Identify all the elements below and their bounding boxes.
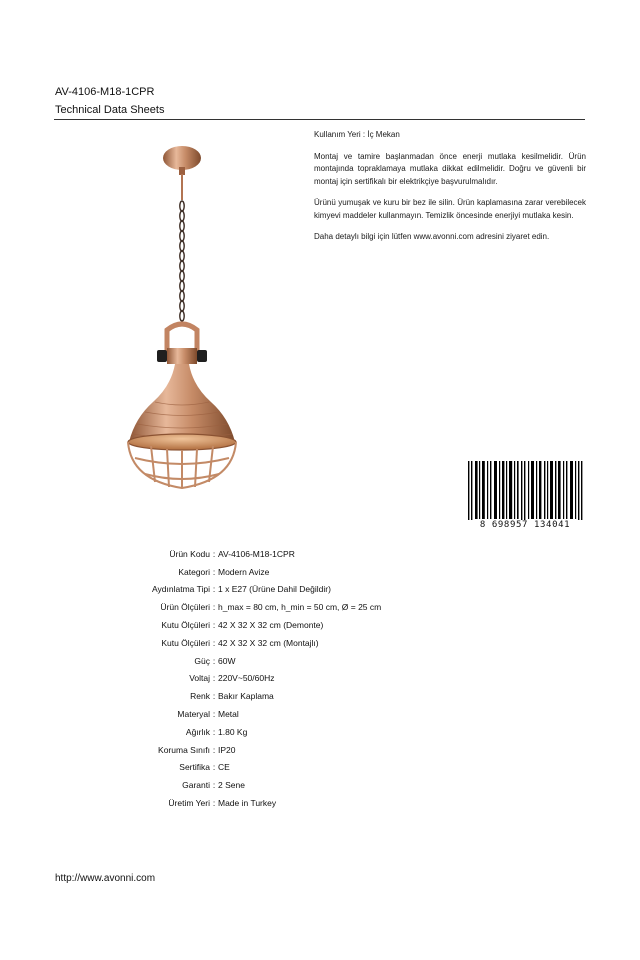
spec-row [80,741,500,759]
website-link[interactable]: http://www.avonni.com [55,873,156,884]
spec-row [80,670,500,688]
spec-separator: : [212,620,216,631]
spec-row [80,705,500,723]
spec-row [80,563,500,581]
spec-separator: : [212,691,216,702]
spec-value: IP20 [218,744,236,755]
spec-value: 1.80 Kg [218,726,248,737]
cleaning-instructions: Ürünü yumuşak ve kuru bir bez ile silin. Ürün kaplamasına zarar verebilecek kimyevi maddeler kullanmayın. Temizlik öncesinde enerjiyi mutlaka kesin. [314,198,586,220]
spec-value: 2 Sene [218,780,245,791]
product-image-pendant-lamp [115,140,245,500]
spec-value: 60W [218,655,236,666]
header-divider [54,119,585,120]
spec-separator: : [212,673,216,684]
spec-table [80,545,500,812]
spec-label: Aydınlatma Tipi [152,584,210,595]
website-info: Daha detaylı bilgi için lütfen www.avonni.com adresini ziyaret edin. [314,232,550,241]
spec-row [80,759,500,777]
spec-row [80,687,500,705]
spec-separator: : [212,655,216,666]
spec-separator: : [212,709,216,720]
spec-row [80,652,500,670]
usage-location: Kullanım Yeri : İç Mekan [314,130,400,139]
spec-label: Güç [194,655,210,666]
spec-label: Garanti [182,780,210,791]
spec-separator: : [212,637,216,648]
spec-value: Metal [218,709,239,720]
spec-label: Koruma Sınıfı [158,744,210,755]
installation-warning: Montaj ve tamire başlanmadan önce enerji mutlaka kesilmelidir. Ürün montajında topraklamaya mutlaka dikkat edilmelidir. Doğru ve güvenli bir montaj için sertifikalı bir elektrikçiye başvurulmalıdır. [314,151,586,186]
spec-row [80,723,500,741]
spec-value: Modern Avize [218,566,270,577]
barcode-number: 8 698957 134041 [466,520,584,530]
product-code-title: AV-4106-M18-1CPR [55,86,155,98]
spec-label: Kategori [178,566,210,577]
spec-separator: : [212,548,216,559]
spec-row [80,581,500,599]
spec-value: 1 x E27 (Ürüne Dahil Değildir) [218,584,331,595]
spec-value: Bakır Kaplama [218,691,274,702]
spec-separator: : [212,744,216,755]
spec-value: CE [218,762,230,773]
spec-label: Voltaj [189,673,210,684]
spec-row [80,598,500,616]
spec-row [80,616,500,634]
spec-separator: : [212,584,216,595]
spec-label: Kutu Ölçüleri [161,637,210,648]
spec-row [80,794,500,812]
spec-value: 42 X 32 X 32 cm (Montajlı) [218,637,319,648]
spec-label: Renk [190,691,210,702]
spec-value: 220V~50/60Hz [218,673,275,684]
spec-separator: : [212,566,216,577]
spec-row [80,776,500,794]
spec-value: Made in Turkey [218,798,277,809]
spec-label: Ürün Ölçüleri [160,602,210,613]
spec-label: Materyal [177,709,210,720]
spec-separator: : [212,726,216,737]
spec-separator: : [212,780,216,791]
spec-row [80,545,500,563]
spec-label: Kutu Ölçüleri [161,620,210,631]
spec-label: Sertifika [179,762,210,773]
spec-label: Ağırlık [185,726,210,737]
document-subtitle: Technical Data Sheets [55,104,165,116]
spec-value: AV-4106-M18-1CPR [218,548,295,559]
spec-value: 42 X 32 X 32 cm (Demonte) [218,620,324,631]
spec-value: h_max = 80 cm, h_min = 50 cm, Ø = 25 cm [218,602,382,613]
spec-label: Üretim Yeri [168,798,210,809]
spec-row [80,634,500,652]
spec-separator: : [212,798,216,809]
spec-separator: : [212,762,216,773]
spec-separator: : [212,602,216,613]
spec-label: Ürün Kodu [169,548,210,559]
usage-notes [314,129,586,253]
